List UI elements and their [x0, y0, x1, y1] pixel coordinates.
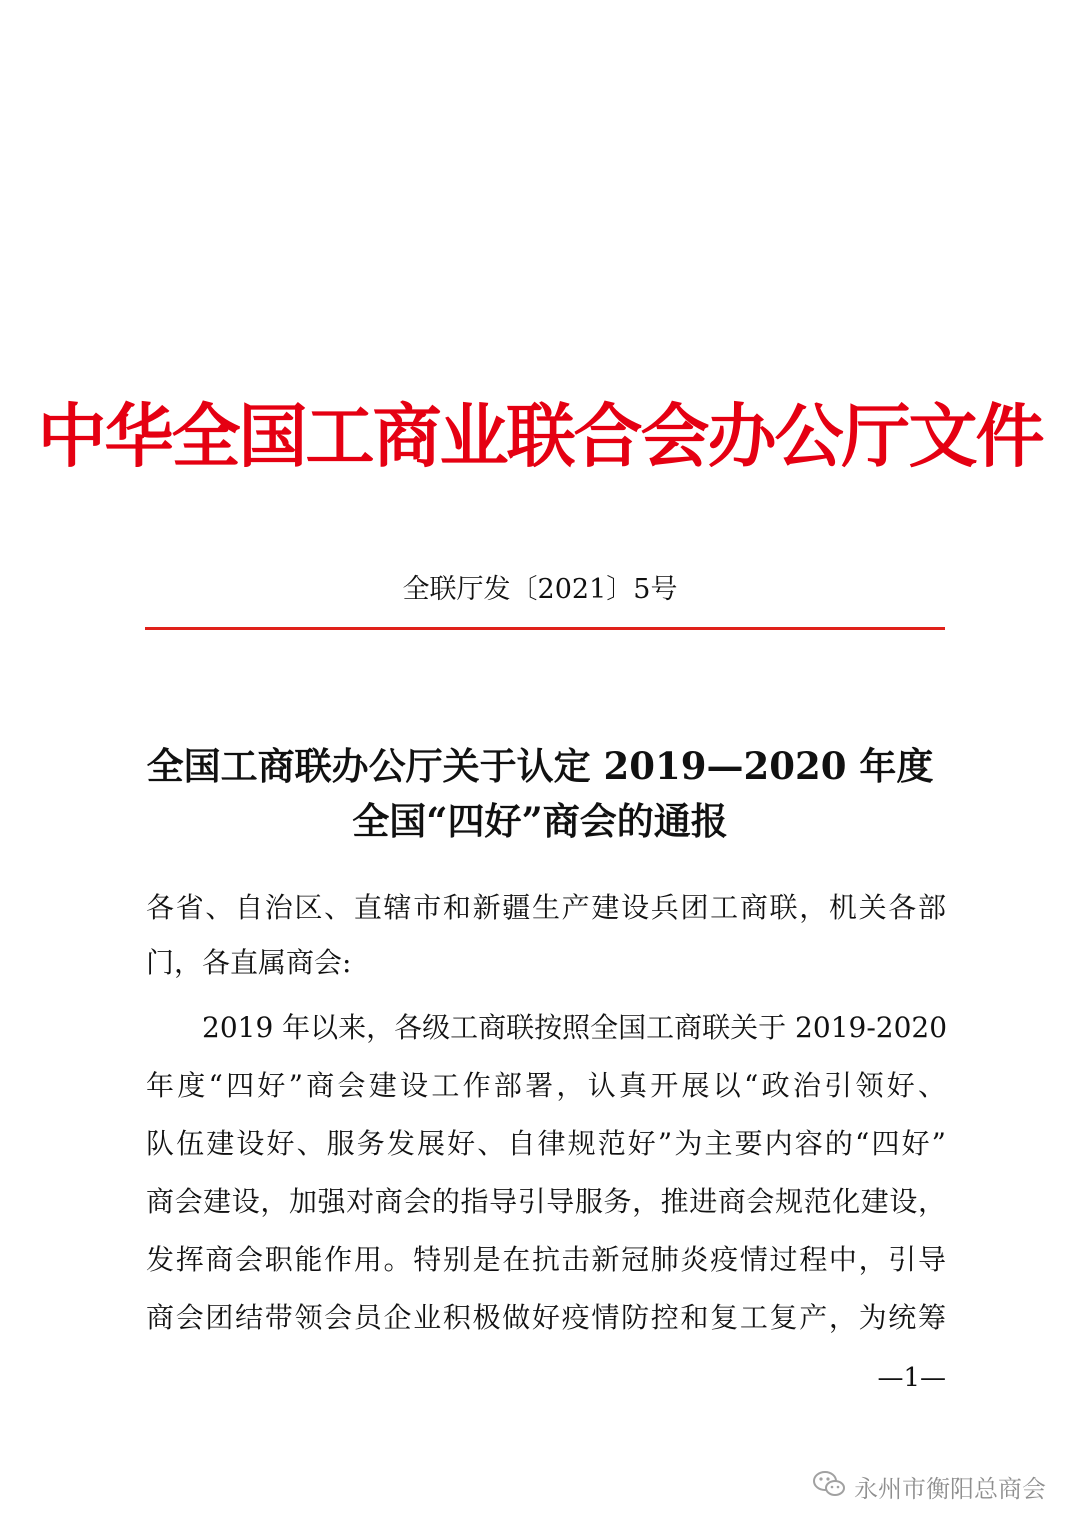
page-number: —1— — [877, 1363, 946, 1393]
body-line-2: 门，各直属商会: — [146, 946, 352, 979]
notice-title-line-2: 全国“四好”商会的通报 — [352, 799, 728, 843]
body-line-4: 年度“四好”商会建设工作部署，认真开展以“政治引领好、 — [146, 1069, 946, 1102]
issuer-title: 中华全国工商业联合会办公厅文件 — [37, 396, 1043, 477]
body-line-8: 商会团结带领会员企业积极做好疫情防控和复工复产，为统筹 — [146, 1301, 946, 1334]
body-line-1: 各省、自治区、直辖市和新疆生产建设兵团工商联，机关各部 — [146, 891, 946, 924]
red-divider-line — [145, 627, 945, 630]
body-line-7: 发挥商会职能作用。特别是在抗击新冠肺炎疫情过程中，引导 — [146, 1243, 946, 1276]
watermark-text: 永州市衡阳总商会 — [854, 1474, 1046, 1503]
document-number: 全联厅发〔2021〕5号 — [402, 574, 678, 605]
wechat-icon — [812, 1469, 846, 1503]
body-line-3: 2019 年以来，各级工商联按照全国工商联关于 2019-2020 — [146, 1011, 948, 1044]
body-line-6: 商会建设，加强对商会的指导引导服务，推进商会规范化建设， — [146, 1185, 946, 1218]
body-line-5: 队伍建设好、服务发展好、自律规范好”为主要内容的“四好” — [146, 1127, 946, 1160]
notice-title-line-1: 全国工商联办公厅关于认定 2019—2020 年度 — [146, 744, 934, 788]
watermark — [812, 1468, 1046, 1504]
